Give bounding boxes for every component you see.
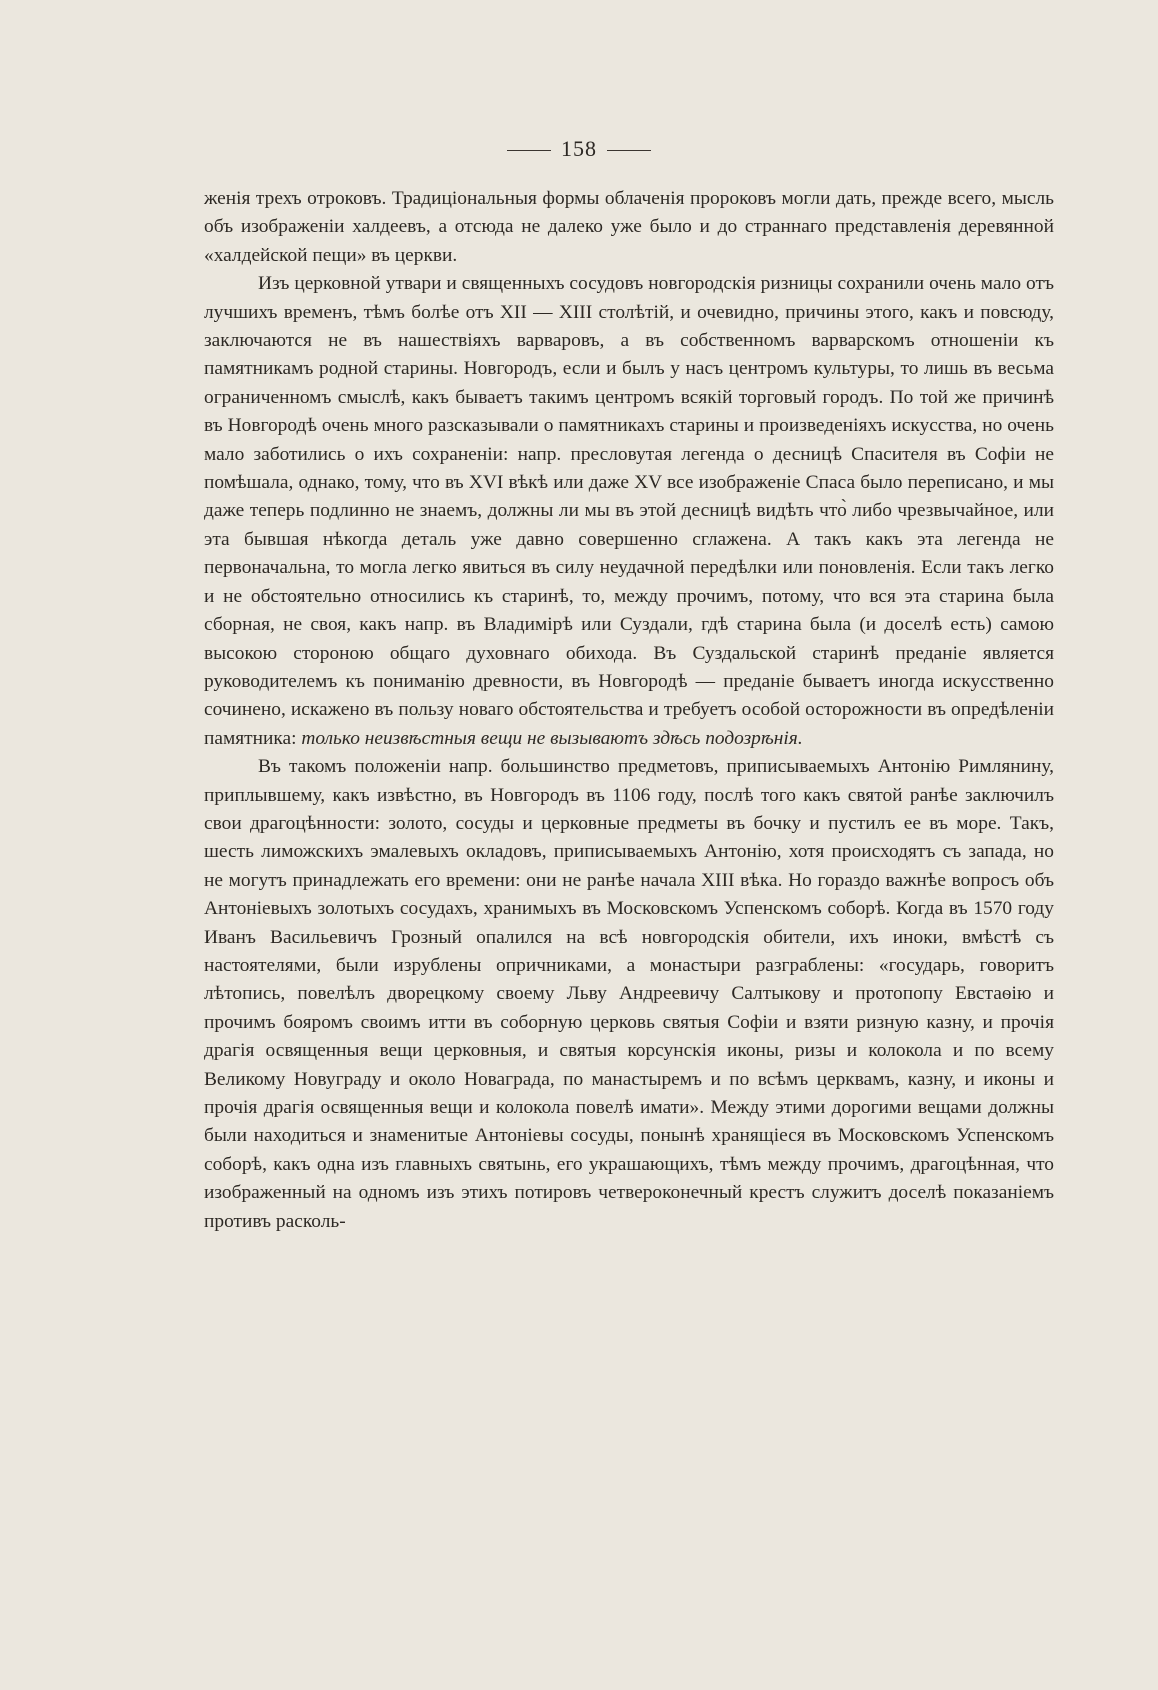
page-number: 158: [561, 136, 597, 161]
page-header: [0, 136, 1158, 162]
paragraph-2-text: Изъ церковной утвари и священныхъ сосудовъ новгородскія ризницы сохранили очень мало отъ лучшихъ временъ, тѣмъ болѣе отъ XII — XIII столѣтій, и очевидно, причины этого, какъ и повсюду, заключаются не въ нашествіяхъ варваровъ, а въ собственномъ варварскомъ отношеніи къ памятникамъ родной старины. Новгородъ, если и былъ у насъ центромъ культуры, то лишь въ весьма ограниченномъ смыслѣ, какъ бываетъ такимъ центромъ всякій торговый городъ. По той же причинѣ въ Новгородѣ очень много разсказывали о памятникахъ старины и произведеніяхъ искусства, но очень мало заботились о ихъ сохраненіи: напр. пресловутая легенда о десницѣ Спасителя въ Софіи не помѣшала, однако, тому, что въ XVI вѣкѣ или даже XV все изображеніе Спаса было переписано, и мы даже теперь подлинно не знаемъ, должны ли мы въ этой десницѣ видѣть что̀ либо чрезвычайное, или эта бывшая нѣкогда деталь уже давно совершенно сглажена. А такъ какъ эта легенда не первоначальна, то могла легко явиться въ силу неудачной передѣлки или поновленія. Если такъ легко и не обстоятельно относились къ старинѣ, то, между прочимъ, потому, что вся эта старина была сборная, не своя, какъ напр. въ Владимірѣ или Суздали, гдѣ старина была (и доселѣ есть) самою высокою стороною общаго духовнаго обихода. Въ Суздальской старинѣ преданіе является руководителемъ къ пониманію древности, въ Новгородѣ — преданіе бываетъ иногда искусственно сочинено, искажено въ пользу новаго обстоятельства и требуетъ особой осторожности въ опредѣленіи памятника:: [204, 273, 1054, 749]
paragraph-2: [204, 270, 1054, 753]
paragraph-1: [204, 185, 1054, 270]
header-rule-left: [507, 150, 551, 151]
paragraph-2-emphasis: только неизвѣстныя вещи не вызываютъ здѣсь подозрѣнія.: [301, 727, 803, 749]
paragraph-3: [204, 753, 1054, 1236]
header-rule-right: [607, 150, 651, 151]
paragraph-3-text: Въ такомъ положеніи напр. большинство предметовъ, приписываемыхъ Антонію Римлянину, приплывшему, какъ извѣстно, въ Новгородъ въ 1106 году, послѣ того какъ святой ранѣе заключилъ свои драгоцѣнности: золото, сосуды и церковные предметы въ бочку и пустилъ ее въ море. Такъ, шесть лиможскихъ эмалевыхъ окладовъ, приписываемыхъ Антонію, хотя происходятъ съ запада, но не могутъ принадлежать его времени: они не ранѣе начала XIII вѣка. Но гораздо важнѣе вопросъ объ Антоніевыхъ золотыхъ сосудахъ, хранимыхъ въ Московскомъ Успенскомъ соборѣ. Когда въ 1570 году Иванъ Васильевичъ Грозный опалился на всѣ новгородскія обители, ихъ иноки, вмѣстѣ съ настоятелями, были изрублены опричниками, а монастыри разграблены: «государь, говоритъ лѣтопись, повелѣлъ дворецкому своему Льву Андреевичу Салтыкову и протопопу Евстаѳію и прочимъ бояромъ своимъ итти въ соборную церковь святыя Софіи и взяти ризную казну, и прочія драгія освященныя вещи церковныя, и святыя корсунскія иконы, ризы и колокола и по всему Великому Новуграду и около Новаграда, по манастыремъ и по всѣмъ церквамъ, казну, и иконы и прочія драгія освященныя вещи и колокола повелѣ имати». Между этими дорогими вещами должны были находиться и знаменитые Антоніевы сосуды, понынѣ хранящіеся въ Московскомъ Успенскомъ соборѣ, какъ одна изъ главныхъ святынь, его украшающихъ, тѣмъ между прочимъ, драгоцѣнная, что изображенный на одномъ изъ этихъ потировъ четвероконечный крестъ служитъ доселѣ показаніемъ противъ расколь-: [204, 756, 1054, 1232]
paragraph-1-text: женія трехъ отроковъ. Традиціональныя формы облаченія пророковъ могли дать, прежде всего, мысль объ изображеніи халдеевъ, а отсюда не далеко уже было и до страннаго представленія деревянной «халдейской пещи» въ церкви.: [204, 188, 1054, 266]
body-text: [204, 185, 1054, 1236]
